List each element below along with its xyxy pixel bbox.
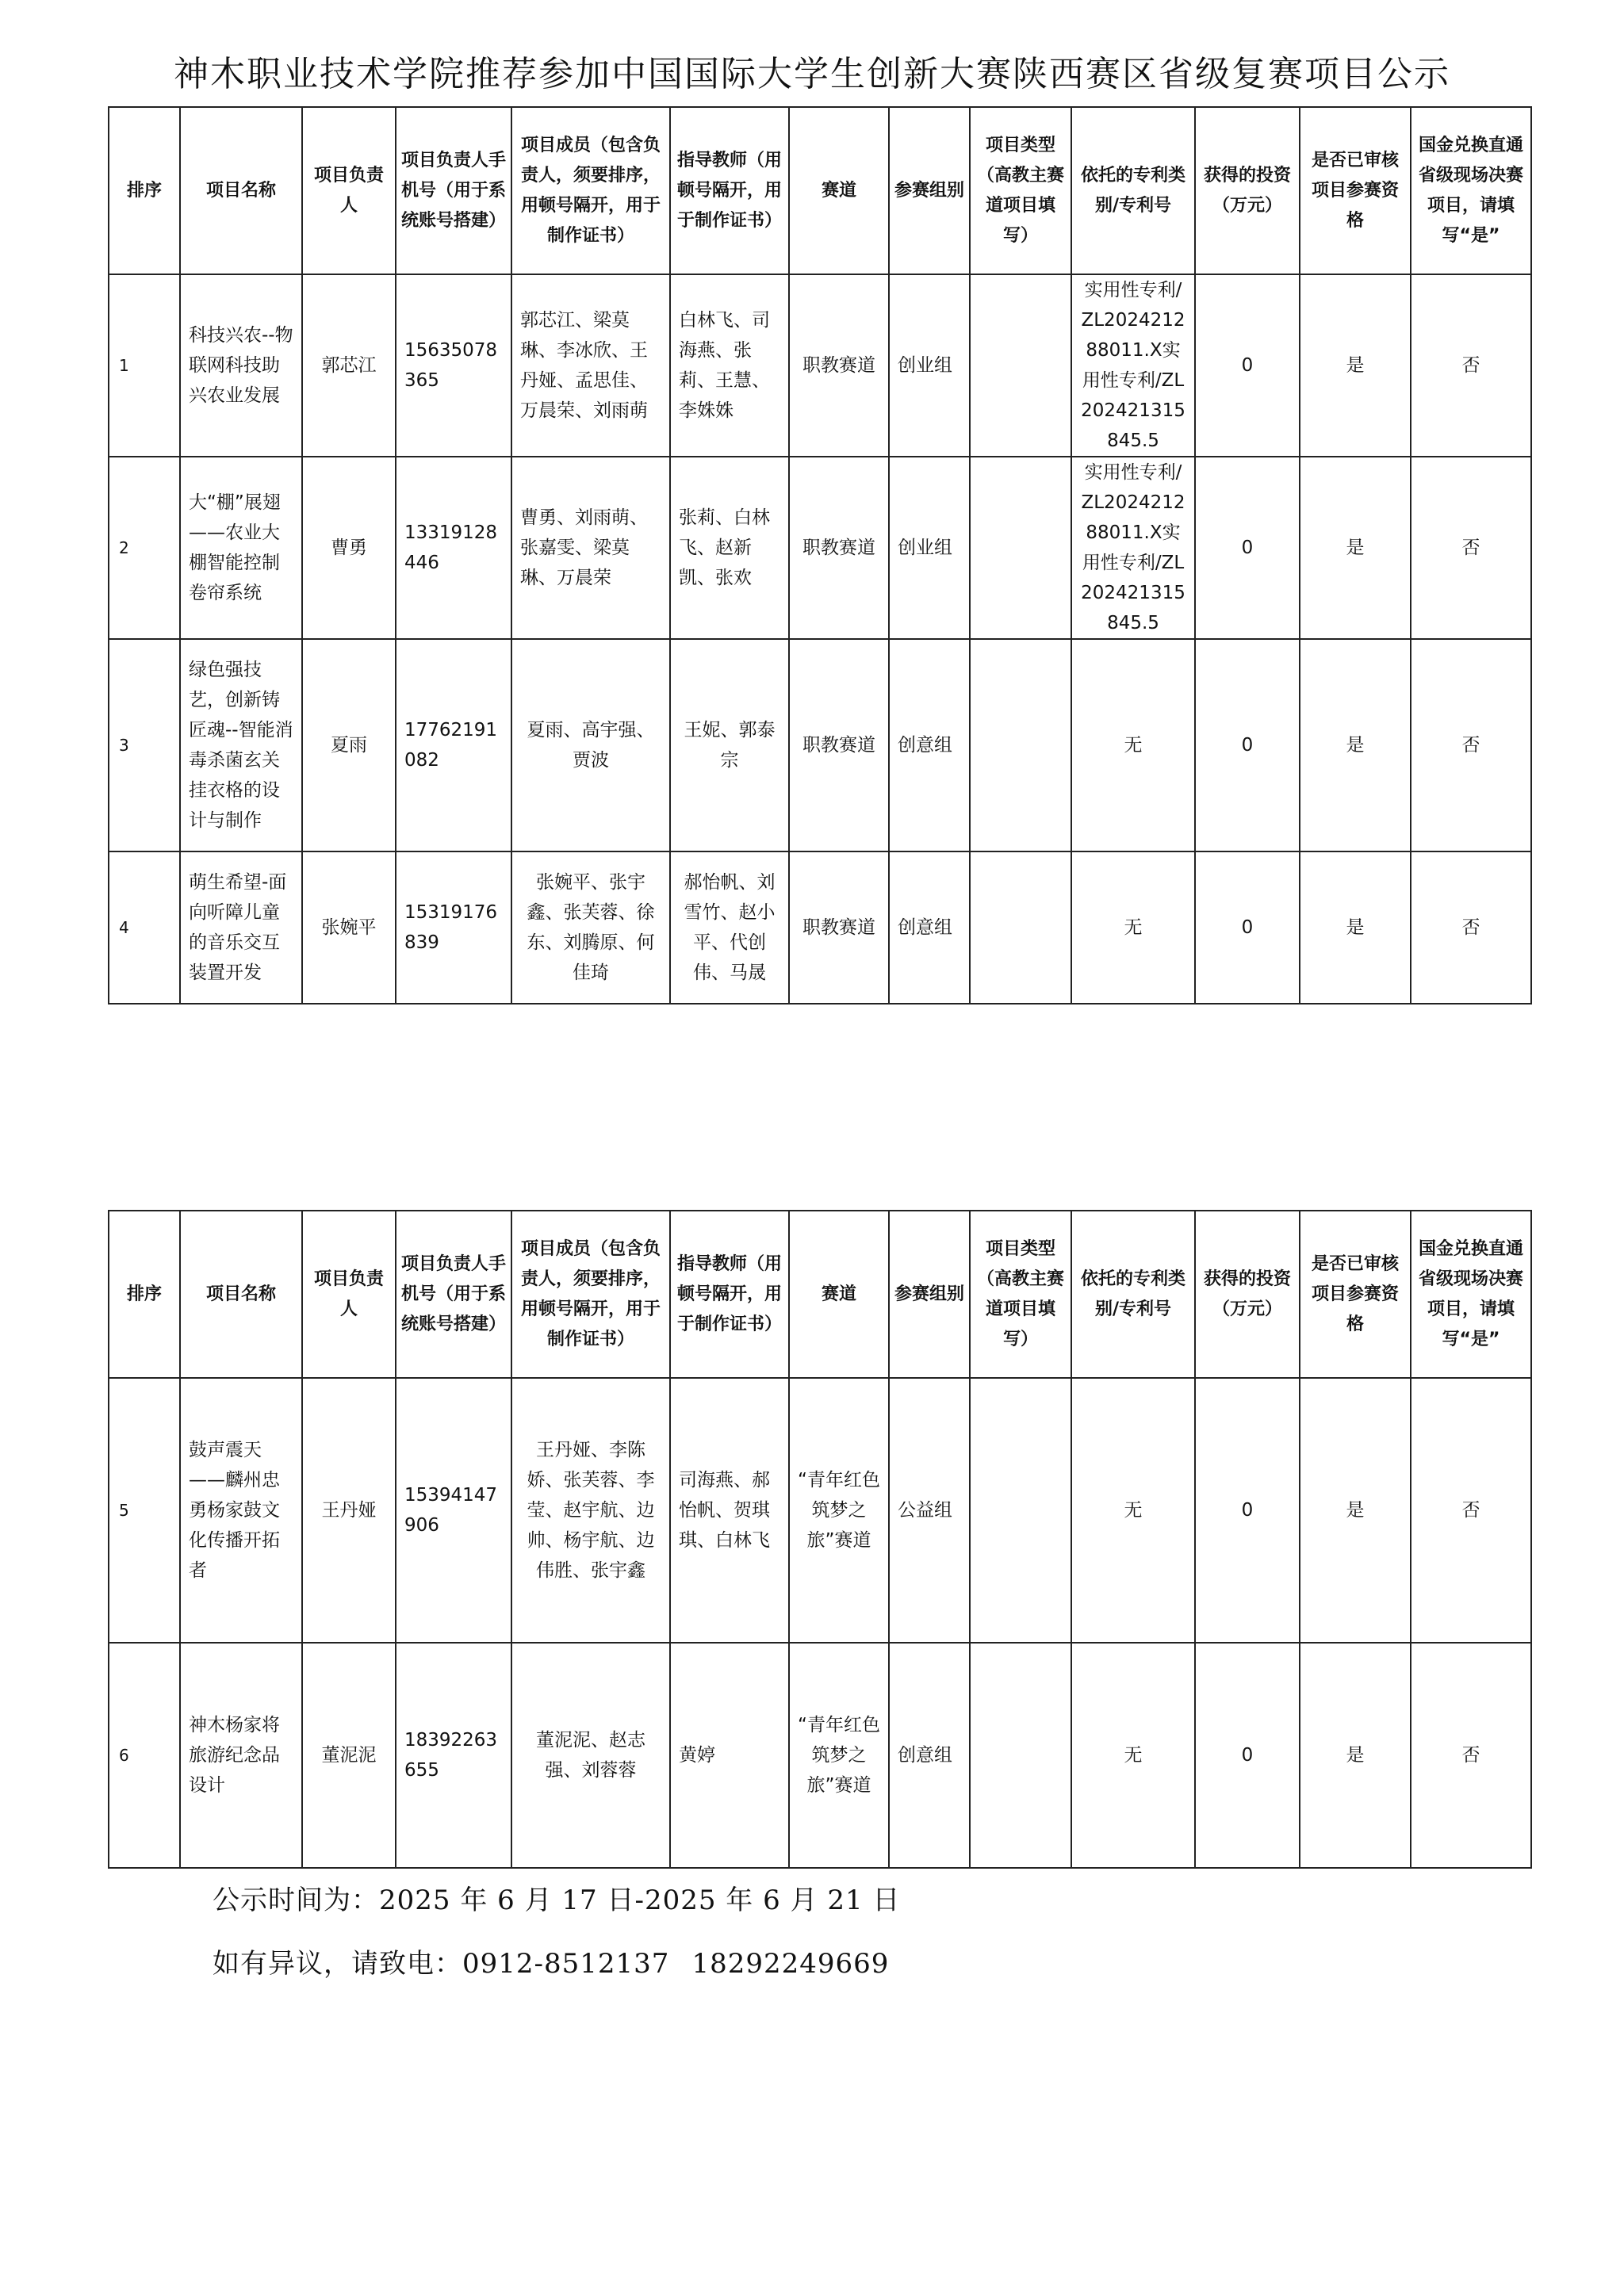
row-number: 1 xyxy=(109,274,180,457)
qualified: 是 xyxy=(1300,1643,1411,1868)
investment: 0 xyxy=(1195,851,1300,1004)
direct-final: 否 xyxy=(1411,851,1531,1004)
track: “青年红色筑梦之旅”赛道 xyxy=(789,1643,889,1868)
project-type xyxy=(970,1643,1071,1868)
header-cell: 国金兑换直通省级现场决赛项目，请填写“是” xyxy=(1411,107,1531,274)
track: 职教赛道 xyxy=(789,274,889,457)
header-cell: 排序 xyxy=(109,1211,180,1378)
qualified: 是 xyxy=(1300,1378,1411,1643)
advisors: 王妮、郭泰宗 xyxy=(670,639,789,851)
header-cell: 项目负责人手机号（用于系统账号搭建） xyxy=(396,107,511,274)
direct-final: 否 xyxy=(1411,1643,1531,1868)
project-type xyxy=(970,851,1071,1004)
qualified: 是 xyxy=(1300,274,1411,457)
row-number: 3 xyxy=(109,639,180,851)
patent: 实用性专利/ZL202421288011.X实用性专利/ZL202421315845.5 xyxy=(1071,274,1195,457)
patent: 无 xyxy=(1071,1378,1195,1643)
project-leader: 王丹娅 xyxy=(302,1378,396,1643)
patent: 无 xyxy=(1071,1643,1195,1868)
header-cell: 项目类型（高教主赛道项目填写） xyxy=(970,1211,1071,1378)
project-type xyxy=(970,1378,1071,1643)
advisors: 司海燕、郝怡帆、贺琪琪、白林飞 xyxy=(670,1378,789,1643)
direct-final: 否 xyxy=(1411,1378,1531,1643)
table-row xyxy=(109,457,1531,639)
project-name: 科技兴农--物联网科技助兴农业发展 xyxy=(180,274,302,457)
header-cell: 获得的投资（万元） xyxy=(1195,107,1300,274)
project-leader: 曹勇 xyxy=(302,457,396,639)
row-number: 6 xyxy=(109,1643,180,1868)
advisors: 张莉、白林飞、赵新凯、张欢 xyxy=(670,457,789,639)
header-cell: 项目类型（高教主赛道项目填写） xyxy=(970,107,1071,274)
group: 创业组 xyxy=(889,274,970,457)
header-cell: 项目名称 xyxy=(180,107,302,274)
project-name: 绿色强技艺，创新铸匠魂--智能消毒杀菌玄关挂衣格的设计与制作 xyxy=(180,639,302,851)
project-leader: 董泥泥 xyxy=(302,1643,396,1868)
project-type xyxy=(970,274,1071,457)
project-type xyxy=(970,639,1071,851)
row-number: 4 xyxy=(109,851,180,1004)
table-row xyxy=(109,1643,1531,1868)
header-cell: 赛道 xyxy=(789,1211,889,1378)
project-members: 董泥泥、赵志强、刘蓉蓉 xyxy=(511,1643,670,1868)
project-table-2 xyxy=(108,1210,1532,1869)
project-members: 曹勇、刘雨萌、张嘉雯、梁莫琳、万晨荣 xyxy=(511,457,670,639)
advisors: 郝怡帆、刘雪竹、赵小平、代创伟、马晟 xyxy=(670,851,789,1004)
page-title: 神木职业技术学院推荐参加中国国际大学生创新大赛陕西赛区省级复赛项目公示 xyxy=(174,54,1450,94)
track: “青年红色筑梦之旅”赛道 xyxy=(789,1378,889,1643)
project-name: 神木杨家将旅游纪念品设计 xyxy=(180,1643,302,1868)
table-row xyxy=(109,851,1531,1004)
header-cell: 项目负责人手机号（用于系统账号搭建） xyxy=(396,1211,511,1378)
project-name: 萌生希望-面向听障儿童的音乐交互装置开发 xyxy=(180,851,302,1004)
direct-final: 否 xyxy=(1411,457,1531,639)
leader-phone: 15319176839 xyxy=(396,851,511,1004)
header-cell: 指导教师（用顿号隔开，用于制作证书） xyxy=(670,1211,789,1378)
leader-phone: 15394147906 xyxy=(396,1378,511,1643)
patent: 无 xyxy=(1071,851,1195,1004)
project-name: 鼓声震天——麟州忠勇杨家鼓文化传播开拓者 xyxy=(180,1378,302,1643)
header-cell: 项目名称 xyxy=(180,1211,302,1378)
leader-phone: 13319128446 xyxy=(396,457,511,639)
project-leader: 夏雨 xyxy=(302,639,396,851)
investment: 0 xyxy=(1195,1378,1300,1643)
project-leader: 张婉平 xyxy=(302,851,396,1004)
track: 职教赛道 xyxy=(789,639,889,851)
direct-final: 否 xyxy=(1411,639,1531,851)
group: 公益组 xyxy=(889,1378,970,1643)
contact-line xyxy=(213,1945,889,1983)
track: 职教赛道 xyxy=(789,851,889,1004)
direct-final: 否 xyxy=(1411,274,1531,457)
header-cell: 赛道 xyxy=(789,107,889,274)
leader-phone: 15635078365 xyxy=(396,274,511,457)
investment: 0 xyxy=(1195,457,1300,639)
group: 创意组 xyxy=(889,851,970,1004)
table-row xyxy=(109,1378,1531,1643)
investment: 0 xyxy=(1195,639,1300,851)
header-cell: 项目成员（包含负责人，须要排序，用顿号隔开，用于制作证书） xyxy=(511,1211,670,1378)
header-cell: 项目负责人 xyxy=(302,1211,396,1378)
header-cell: 排序 xyxy=(109,107,180,274)
track: 职教赛道 xyxy=(789,457,889,639)
header-cell: 项目负责人 xyxy=(302,107,396,274)
group: 创意组 xyxy=(889,1643,970,1868)
qualified: 是 xyxy=(1300,851,1411,1004)
investment: 0 xyxy=(1195,1643,1300,1868)
header-cell: 参赛组别 xyxy=(889,107,970,274)
advisors: 黄婷 xyxy=(670,1643,789,1868)
qualified: 是 xyxy=(1300,639,1411,851)
header-cell: 是否已审核项目参赛资格 xyxy=(1300,1211,1411,1378)
group: 创业组 xyxy=(889,457,970,639)
publicity-period: 公示时间为：2025 年 6 月 17 日-2025 年 6 月 21 日 xyxy=(213,1885,901,1916)
row-number: 5 xyxy=(109,1378,180,1643)
project-name: 大“棚”展翅——农业大棚智能控制卷帘系统 xyxy=(180,457,302,639)
header-cell: 项目成员（包含负责人，须要排序，用顿号隔开，用于制作证书） xyxy=(511,107,670,274)
advisors: 白林飞、司海燕、张莉、王慧、李姝姝 xyxy=(670,274,789,457)
table-header-row xyxy=(109,107,1531,274)
group: 创意组 xyxy=(889,639,970,851)
patent: 无 xyxy=(1071,639,1195,851)
table-row xyxy=(109,274,1531,457)
project-leader: 郭芯江 xyxy=(302,274,396,457)
header-cell: 依托的专利类别/专利号 xyxy=(1071,1211,1195,1378)
header-cell: 参赛组别 xyxy=(889,1211,970,1378)
investment: 0 xyxy=(1195,274,1300,457)
header-cell: 依托的专利类别/专利号 xyxy=(1071,107,1195,274)
row-number: 2 xyxy=(109,457,180,639)
header-cell: 是否已审核项目参赛资格 xyxy=(1300,107,1411,274)
project-members: 郭芯江、梁莫琳、李冰欣、王丹娅、孟思佳、万晨荣、刘雨萌 xyxy=(511,274,670,457)
patent: 实用性专利/ZL202421288011.X实用性专利/ZL202421315845.5 xyxy=(1071,457,1195,639)
header-cell: 获得的投资（万元） xyxy=(1195,1211,1300,1378)
project-members: 张婉平、张宇鑫、张芙蓉、徐东、刘腾原、何佳琦 xyxy=(511,851,670,1004)
table-row xyxy=(109,639,1531,851)
project-members: 夏雨、高宇强、贾波 xyxy=(511,639,670,851)
project-type xyxy=(970,457,1071,639)
project-members: 王丹娅、李陈娇、张芙蓉、李莹、赵宇航、边帅、杨宇航、边伟胜、张宇鑫 xyxy=(511,1378,670,1643)
contact-phone: 如有异议，请致电：0912-8512137 xyxy=(213,1948,670,1980)
project-table-1 xyxy=(108,106,1532,1004)
leader-phone: 18392263655 xyxy=(396,1643,511,1868)
leader-phone: 17762191082 xyxy=(396,639,511,851)
qualified: 是 xyxy=(1300,457,1411,639)
contact-mobile: 18292249669 xyxy=(691,1948,890,1980)
header-cell: 指导教师（用顿号隔开，用于制作证书） xyxy=(670,107,789,274)
table-header-row xyxy=(109,1211,1531,1378)
header-cell: 国金兑换直通省级现场决赛项目，请填写“是” xyxy=(1411,1211,1531,1378)
